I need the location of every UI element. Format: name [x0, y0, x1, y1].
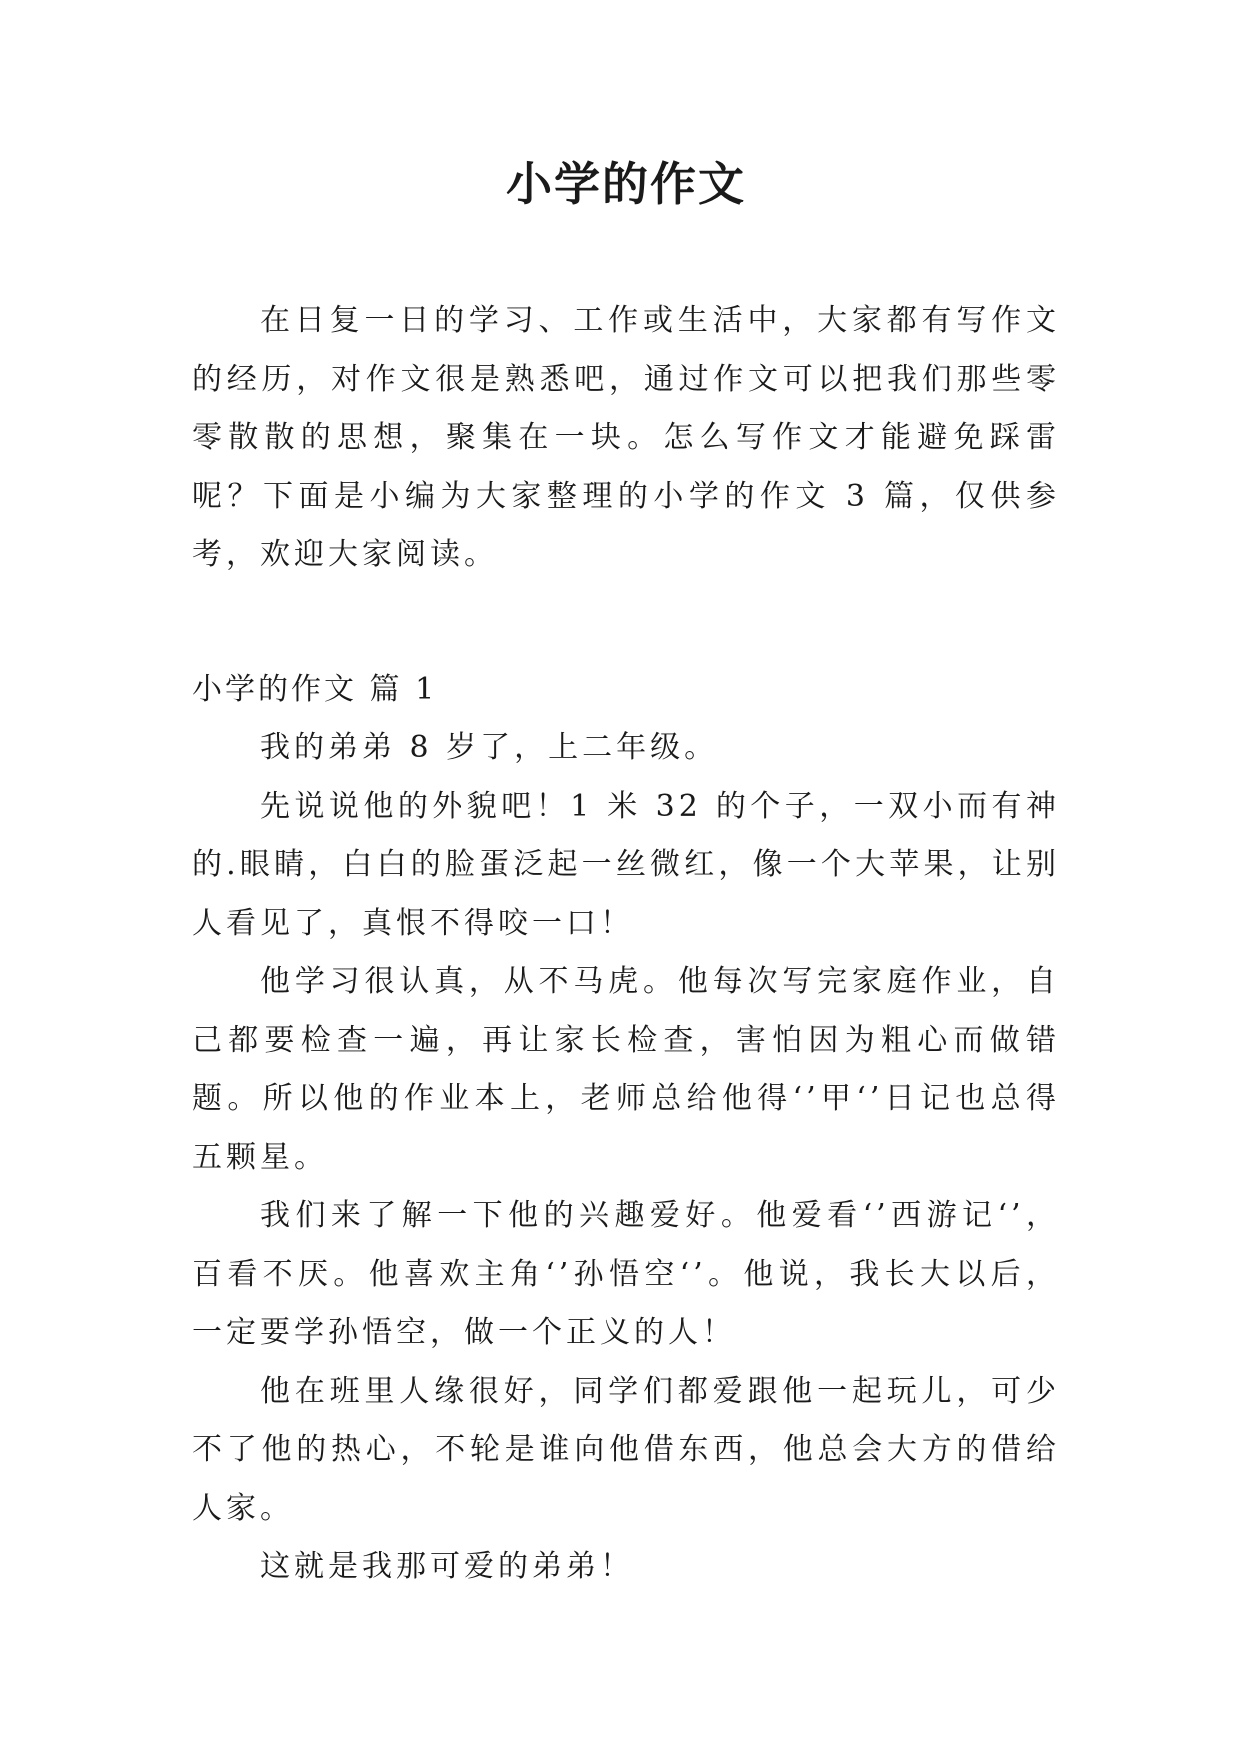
intro-section: [192, 292, 1060, 585]
essay-paragraph-1: 我的弟弟 8 岁了，上二年级。: [260, 730, 719, 765]
essay-paragraph-2: 先说说他的外貌吧！1 米 32 的个子，一双小而有神的.眼睛，白白的脸蛋泛起一丝微红，像一个大苹果，让别人看见了，真恨不得咬一口！: [192, 788, 1060, 941]
essay-body: [192, 719, 1060, 1597]
intro-paragraph: 在日复一日的学习、工作或生活中，大家都有写作文的经历，对作文很是熟悉吧，通过作文可以把我们那些零零散散的思想，聚集在一块。怎么写作文才能避免踩雷呢？下面是小编为大家整理的小学的作文 3 篇，仅供参考，欢迎大家阅读。: [192, 303, 1060, 572]
essay-paragraph-3: 他学习很认真，从不马虎。他每次写完家庭作业，自己都要检查一遍，再让家长检查，害怕因为粗心而做错题。所以他的作业本上，老师总给他得‘’甲‘’日记也总得五颗星。: [192, 964, 1060, 1175]
document-title: 小学的作文: [506, 157, 746, 211]
section-heading: 小学的作文 篇 1: [192, 671, 438, 707]
essay-paragraph-6: 这就是我那可爱的弟弟！: [260, 1549, 634, 1584]
essay-paragraph-4: 我们来了解一下他的兴趣爱好。他爱看‘’西游记‘’，百看不厌。他喜欢主角‘’孙悟空‘’。他说，我长大以后，一定要学孙悟空，做一个正义的人！: [192, 1198, 1060, 1350]
essay-paragraph-5: 他在班里人缘很好，同学们都爱跟他一起玩儿，可少不了他的热心，不轮是谁向他借东西，他总会大方的借给人家。: [192, 1373, 1060, 1526]
document-page: [192, 140, 1060, 1597]
